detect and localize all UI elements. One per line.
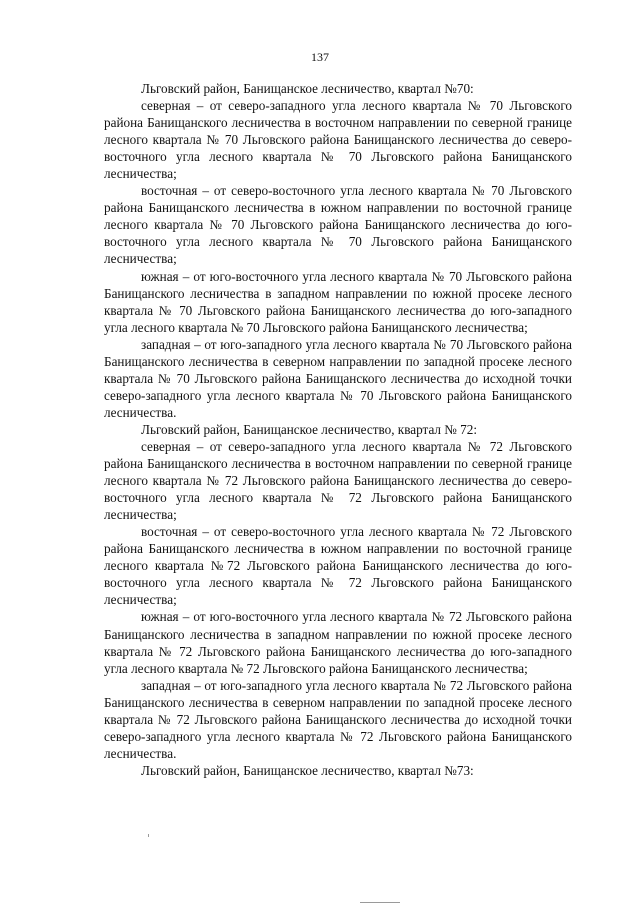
boundary-east-70: восточная – от северо-восточного угла лесного квартала № 70 Льговского района Банищанского лесничества в южном направлении по восточной границе лесного квартала № 70 Льговского района Банищанского лесничества до юго-восточного угла лесного квартала № 70 Льговского района Банищанского лесничества;	[104, 183, 572, 267]
boundary-west-70: западная – от юго-западного угла лесного квартала № 70 Льговского района Банищанского лесничества в северном направлении по западной просеке лесного квартала № 70 Льговского района Банищанского лесничества до исходной точки северо-западного угла лесного квартала № 70 Льговского района Банищанского лесничества.	[104, 336, 572, 420]
section-heading-kvartal-70: Льговский район, Банищанское лесничество, квартал №70:	[141, 81, 474, 96]
document-body	[104, 80, 572, 779]
boundary-west-72: западная – от юго-западного угла лесного квартала № 72 Льговского района Банищанского лесничества в северном направлении по западной просеке лесного квартала № 72 Льговского района Банищанского лесничества до исходной точки северо-западного угла лесного квартала № 72 Льговского района Банищанского лесничества.	[104, 677, 572, 761]
scan-artifact	[148, 834, 149, 837]
boundary-north-72: северная – от северо-западного угла лесного квартала № 72 Льговского района Банищанского лесничества в восточном направлении по северной границе лесного квартала № 72 Льговского района Банищанского лесничества до северо-восточного угла лесного квартала № 72 Льговского района Банищанского лесничества;	[104, 438, 572, 523]
boundary-east-72: восточная – от северо-восточного угла лесного квартала № 72 Льговского района Банищанского лесничества в южном направлении по восточной границе лесного квартала №72 Льговского района Банищанского лесничества до юго-восточного угла лесного квартала № 72 Льговского района Банищанского лесничества;	[104, 524, 572, 608]
boundary-north-70: северная – от северо-западного угла лесного квартала № 70 Льговского района Банищанского лесничества в восточном направлении по северной границе лесного квартала № 70 Льговского района Банищанского лесничества до северо-восточного угла лесного квартала № 70 Льговского района Банищанского лесничества;	[104, 98, 572, 182]
page-number: 137	[311, 50, 329, 64]
boundary-south-70: южная – от юго-восточного угла лесного квартала № 70 Льговского района Банищанского лесничества в западном направлении по южной просеке лесного квартала № 70 Льговского района Банищанского лесничества до юго-западного угла лесного квартала № 70 Льговского района Банищанского лесничества;	[104, 268, 572, 335]
scan-artifact	[360, 902, 400, 903]
boundary-south-72: южная – от юго-восточного угла лесного квартала № 72 Льговского района Банищанского лесничества в западном направлении по южной просеке лесного квартала № 72 Льговского района Банищанского лесничества до юго-западного угла лесного квартала № 72 Льговского района Банищанского лесничества;	[104, 609, 572, 676]
section-heading-kvartal-73: Льговский район, Банищанское лесничество, квартал №73:	[141, 762, 474, 778]
section-heading-kvartal-72: Льговский район, Банищанское лесничество, квартал № 72:	[141, 421, 478, 437]
